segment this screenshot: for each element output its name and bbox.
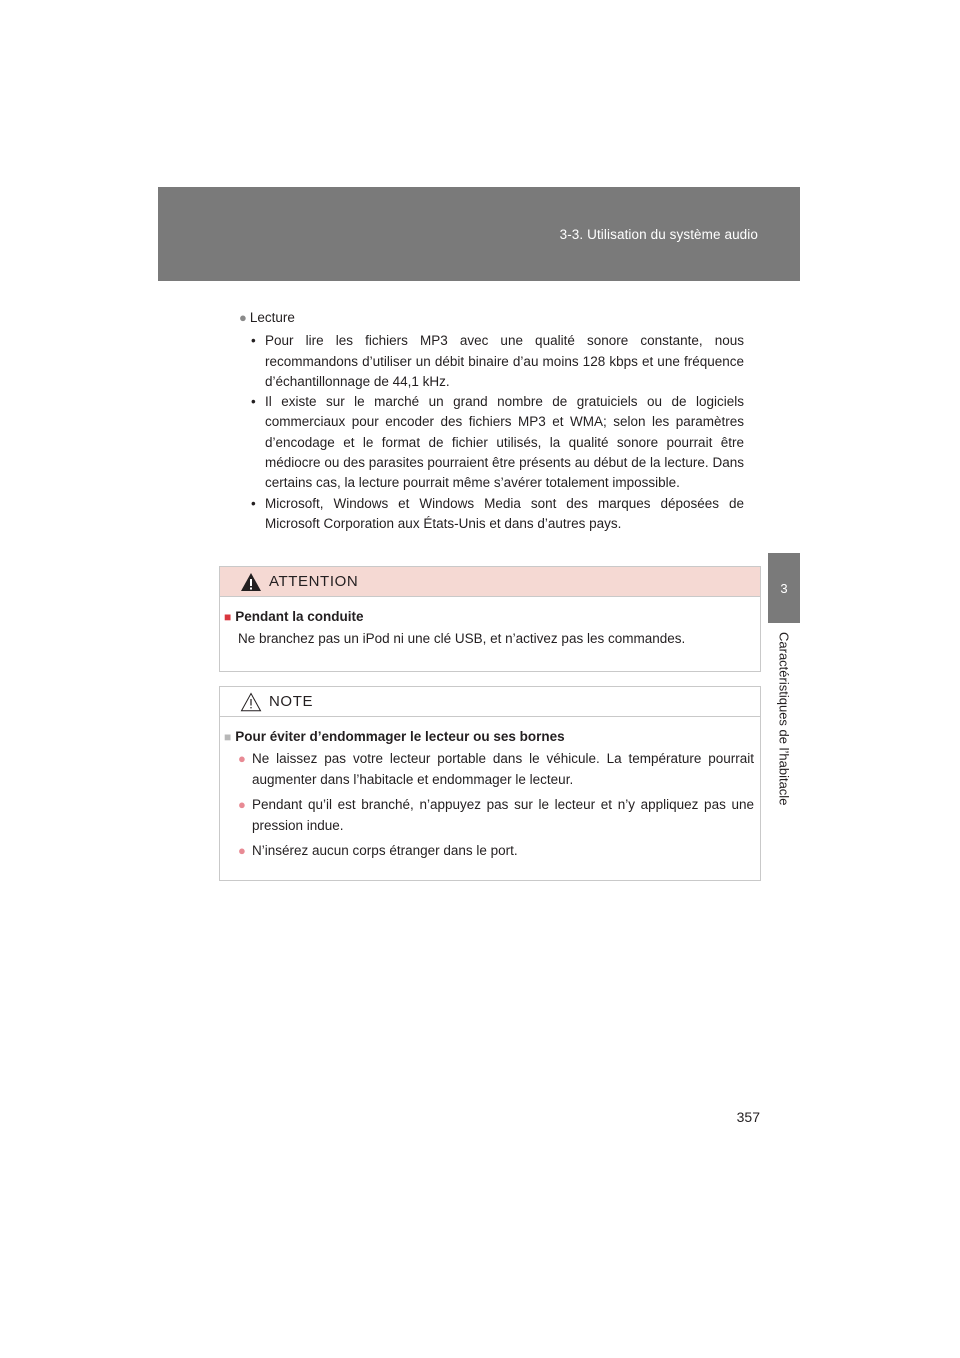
- note-header: [220, 687, 760, 717]
- note-title: NOTE: [269, 693, 314, 710]
- page-number: 357: [736, 1109, 760, 1125]
- lecture-section: [238, 308, 744, 534]
- attention-title: ATTENTION: [269, 573, 359, 590]
- section-title: 3-3. Utilisation du système audio: [559, 227, 758, 242]
- square-bullet-icon: ■: [224, 729, 232, 744]
- bullet-icon: •: [251, 333, 256, 349]
- attention-header: [220, 567, 760, 597]
- note-subtitle: ■ Pour éviter d’endommager le lecteur ou ses bornes: [224, 729, 565, 744]
- warning-triangle-icon: [240, 572, 262, 592]
- attention-subtitle: ■ Pendant la conduite: [224, 609, 364, 624]
- chapter-label: Caractéristiques de l’habitacle: [776, 632, 792, 806]
- list-item: ● Ne laissez pas votre lecteur portable dans le véhicule. La température pourrait augmenter dans l’habitacle et endommager le lecteur.: [238, 751, 754, 787]
- bullet-dot-icon: ●: [239, 310, 247, 325]
- note-box: [219, 686, 761, 881]
- list-item: ● Pendant qu’il est branché, n’appuyez pas sur le lecteur et n’y appliquez pas une pression indue.: [238, 797, 754, 833]
- attention-text: Ne branchez pas un iPod ni une clé USB, et n’activez pas les commandes.: [238, 631, 686, 646]
- bullet-icon: •: [251, 495, 256, 511]
- list-item: • Microsoft, Windows et Windows Media sont des marques déposées de Microsoft Corporation aux États-Unis et dans d’autres pays.: [251, 495, 744, 531]
- bullet-dot-icon: ●: [238, 843, 246, 858]
- chapter-tab: 3: [768, 553, 800, 623]
- bullet-icon: •: [251, 394, 256, 410]
- section-header-bar: [158, 187, 800, 281]
- list-item: • Pour lire les fichiers MP3 avec une qualité sonore constante, nous recommandons d’utiliser un débit binaire d’au moins 128 kbps et une fréquence d’échantillonnage de 44,1 kHz.: [251, 333, 744, 389]
- bullet-dot-icon: ●: [238, 751, 246, 766]
- list-item: • Il existe sur le marché un grand nombre de gratuiciels ou de logiciels commerciaux pour encoder des fichiers MP3 et WMA; selon les paramètres d’encodage et le format de fichier utilisés, la qualité sonore pourrait être médiocre ou des parasites pourraient être présents au début de la lecture. Dans certains cas, la lecture pourrait même s’avérer totalement impossible.: [251, 394, 744, 491]
- attention-box: [219, 566, 761, 672]
- warning-outline-icon: [240, 692, 262, 712]
- lecture-label: Lecture: [249, 310, 295, 325]
- square-bullet-icon: ■: [224, 609, 232, 624]
- list-item: ● N’insérez aucun corps étranger dans le port.: [224, 841, 760, 862]
- lecture-heading: [239, 308, 744, 328]
- bullet-dot-icon: ●: [238, 797, 246, 812]
